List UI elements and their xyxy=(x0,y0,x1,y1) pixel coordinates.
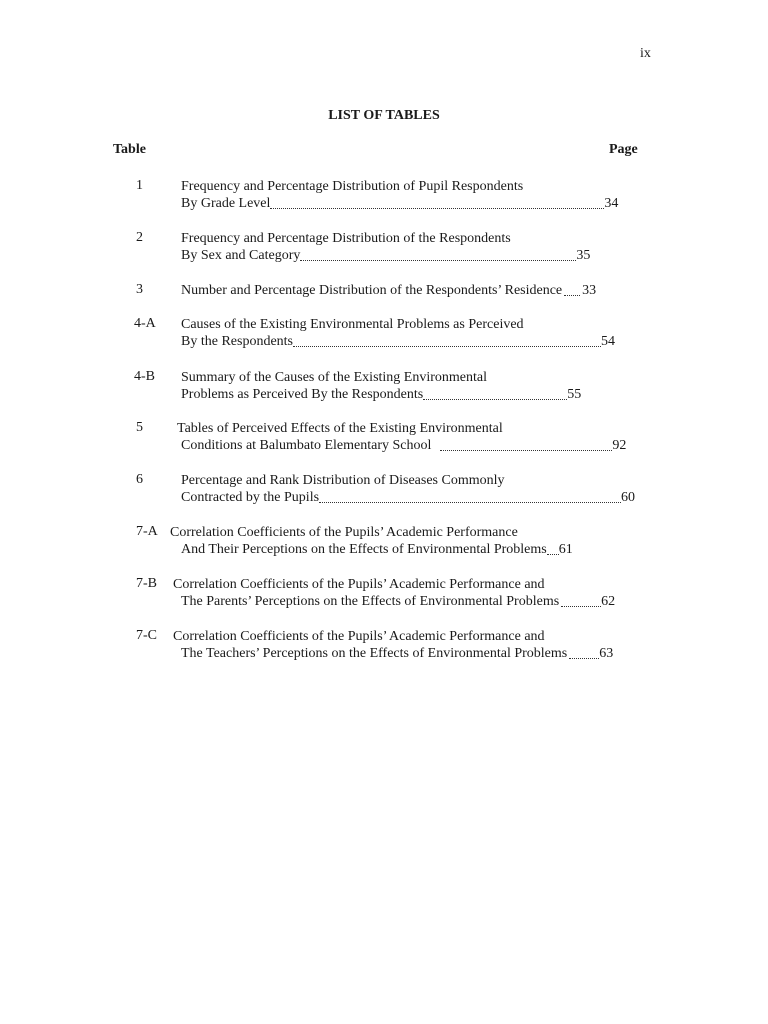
entry-line-1: Frequency and Percentage Distribution of the Respondents xyxy=(181,231,511,246)
page-title: LIST OF TABLES xyxy=(328,108,440,123)
entry-line-1: Causes of the Existing Environmental Problems as Perceived xyxy=(181,317,524,332)
entry-page: 61 xyxy=(558,542,573,557)
entry-line-1: Correlation Coefficients of the Pupils’ Academic Performance xyxy=(170,525,518,540)
leader-dots xyxy=(547,542,559,555)
entry-line-2-row xyxy=(181,645,613,662)
leader-dots xyxy=(564,283,580,296)
page-number: ix xyxy=(640,46,651,61)
entry-line-2: And Their Perceptions on the Effects of Environmental Problems xyxy=(181,542,547,557)
list-item xyxy=(0,524,768,564)
entry-line-2-row xyxy=(181,437,626,454)
entry-page: 33 xyxy=(582,283,597,298)
entry-line-2-row xyxy=(181,541,573,558)
table-number: 4-B xyxy=(134,369,155,384)
table-column-header: Table xyxy=(113,142,146,157)
entry-line-1: Correlation Coefficients of the Pupils’ Academic Performance and xyxy=(173,629,545,644)
entry-line-2-row xyxy=(181,489,635,506)
leader-dots xyxy=(440,438,612,451)
table-number: 3 xyxy=(136,282,143,297)
leader-dots xyxy=(270,196,604,209)
entry-line-2-row xyxy=(181,593,615,610)
table-number: 2 xyxy=(136,230,143,245)
entry-line-1: Frequency and Percentage Distribution of Pupil Respondents xyxy=(181,179,524,194)
leader-dots xyxy=(319,490,621,503)
entry-line-2: The Teachers’ Perceptions on the Effects of Environmental Problems xyxy=(181,646,568,661)
entry-page: 63 xyxy=(599,646,614,661)
list-item xyxy=(0,369,768,409)
entry-line-2: Problems as Perceived By the Respondents xyxy=(181,387,424,402)
entry-line-1-row xyxy=(181,282,596,299)
entry-line-1: Percentage and Rank Distribution of Diseases Commonly xyxy=(181,473,505,488)
page-column-header: Page xyxy=(609,142,638,157)
entry-page: 54 xyxy=(601,334,615,349)
entry-line-2: The Parents’ Perceptions on the Effects of Environmental Problems xyxy=(181,594,560,609)
leader-dots xyxy=(569,646,599,659)
table-number: 7-C xyxy=(136,628,157,643)
entry-line-2-row xyxy=(181,333,615,350)
entry-line-1: Correlation Coefficients of the Pupils’ Academic Performance and xyxy=(173,577,545,592)
entry-line-2: By Sex and Category xyxy=(181,248,301,263)
table-number: 1 xyxy=(136,178,143,193)
entry-line-2: Conditions at Balumbato Elementary School xyxy=(181,438,432,453)
entry-line-2-row xyxy=(181,195,618,212)
list-item xyxy=(0,316,768,356)
table-number: 4-A xyxy=(134,316,156,331)
list-item xyxy=(0,628,768,668)
list-item xyxy=(0,472,768,512)
entry-line-1: Number and Percentage Distribution of the Respondents’ Residence xyxy=(181,283,563,298)
entry-page: 60 xyxy=(621,490,636,505)
entry-page: 34 xyxy=(604,196,619,211)
leader-dots xyxy=(293,334,601,347)
entry-page: 55 xyxy=(567,387,582,402)
entry-line-2: By the Respondents xyxy=(181,334,293,349)
list-item xyxy=(0,420,768,460)
entry-line-1: Tables of Perceived Effects of the Existing Environmental xyxy=(177,421,503,436)
table-number: 6 xyxy=(136,472,143,487)
table-number: 7-A xyxy=(136,524,158,539)
entry-line-1: Summary of the Causes of the Existing Environmental xyxy=(181,370,488,385)
entry-line-2: Contracted by the Pupils xyxy=(181,490,320,505)
list-item xyxy=(0,576,768,616)
table-number: 5 xyxy=(136,420,143,435)
entry-line-2-row xyxy=(181,247,590,264)
table-number: 7-B xyxy=(136,576,157,591)
list-item xyxy=(0,178,768,218)
entry-line-2: By Grade Level xyxy=(181,196,271,211)
list-item xyxy=(0,230,768,270)
entry-page: 92 xyxy=(612,438,627,453)
entry-page: 62 xyxy=(601,594,616,609)
entry-page: 35 xyxy=(576,248,591,263)
leader-dots xyxy=(423,387,567,400)
leader-dots xyxy=(561,594,601,607)
leader-dots xyxy=(300,248,576,261)
entry-line-2-row xyxy=(181,386,581,403)
